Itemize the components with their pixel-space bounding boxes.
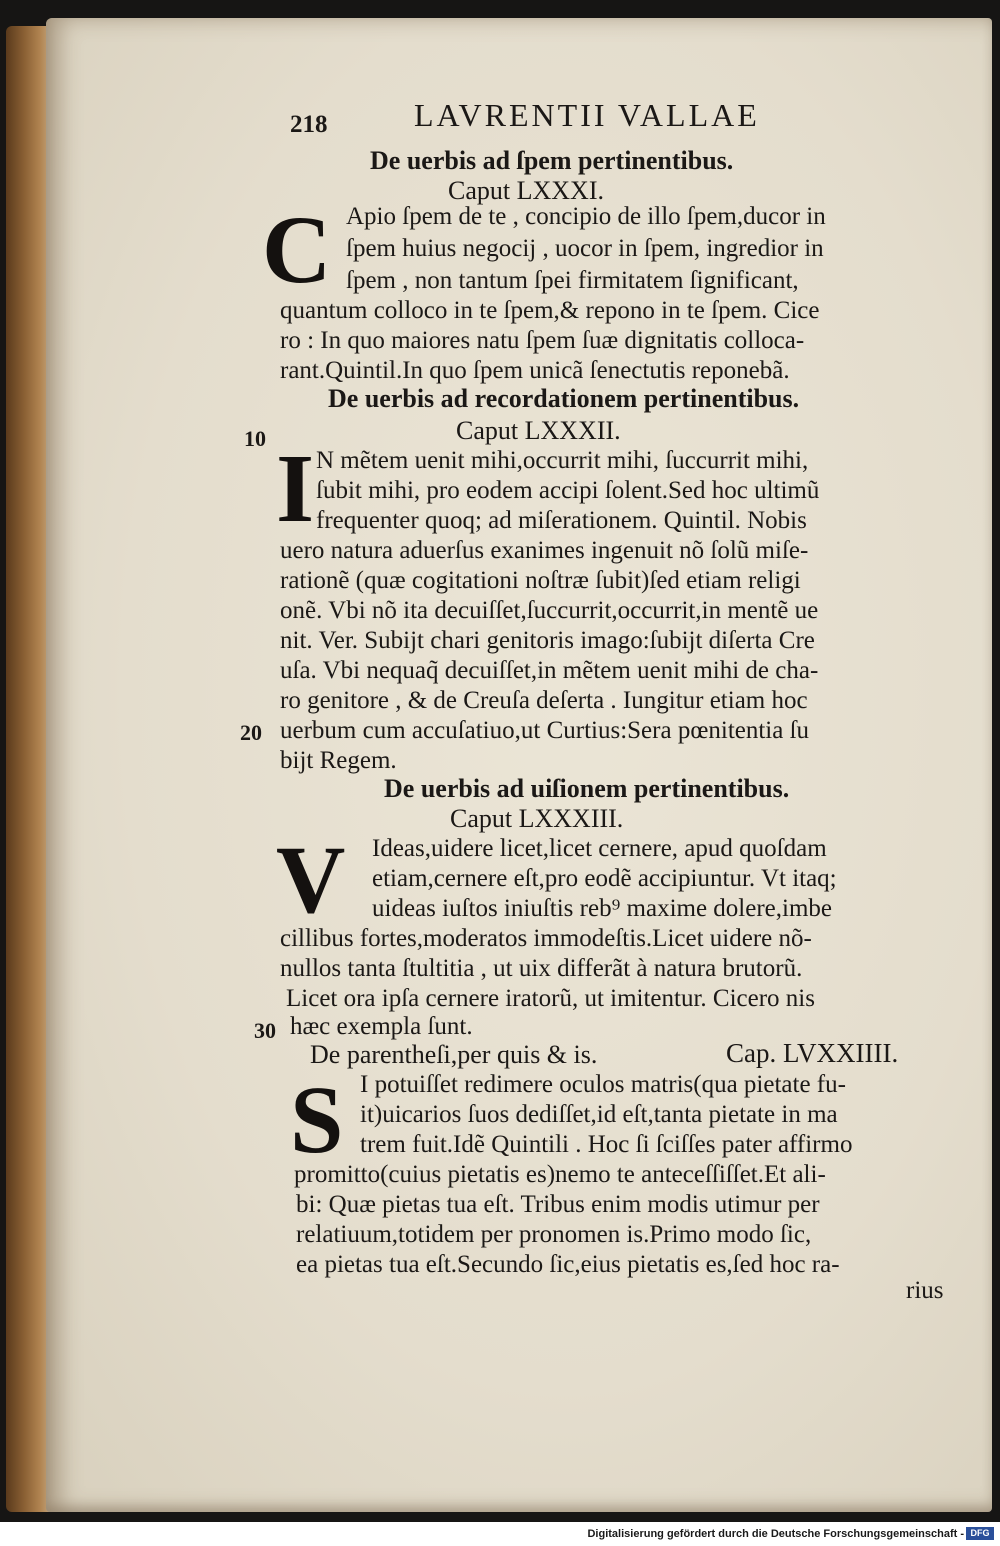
drop-cap-initial: V bbox=[276, 826, 346, 933]
chapter-number: Caput LXXXIII. bbox=[450, 804, 624, 833]
text-line: ea pietas tua eſt.Secundo ſic,eius pietatis es,ſed hoc ra- bbox=[296, 1251, 840, 1278]
text-line: promitto(cuius pietatis es)nemo te anteceſſiſſet.Et ali- bbox=[294, 1161, 826, 1188]
text-line: uſa. Vbi nequaq̃ decuiſſet,in mẽtem uenit mihi de cha- bbox=[280, 657, 819, 684]
running-title: LAVRENTII VALLAE bbox=[414, 97, 760, 133]
text-line: nit. Ver. Subijt chari genitoris imago:ſubijt diſerta Cre bbox=[280, 627, 815, 654]
text-line: etiam,cernere eſt,pro eodẽ accipiuntur. Vt itaq; bbox=[372, 865, 837, 892]
chapter-heading: De uerbis ad recordationem pertinentibus. bbox=[328, 384, 800, 413]
text-line: ſpem , non tantum ſpei firmitatem ſignificant, bbox=[346, 267, 799, 294]
text-line: frequenter quoq; ad miſerationem. Quintil. Nobis bbox=[316, 507, 807, 534]
text-line: Licet ora ipſa cernere iratorũ, ut imitentur. Cicero nis bbox=[286, 985, 815, 1012]
text-line: ſpem huius negocij , uocor in ſpem, ingredior in bbox=[346, 235, 824, 262]
text-line: hæc exempla ſunt. bbox=[290, 1013, 473, 1040]
text-line: cillibus fortes,moderatos immodeſtis.Licet uidere nõ- bbox=[280, 925, 812, 952]
text-line: bijt Regem. bbox=[280, 747, 397, 774]
text-line: uerbum cum accuſatiuo,ut Curtius:Sera pœnitentia ſu bbox=[280, 717, 810, 744]
digitization-credit: Digitalisierung gefördert durch die Deutsche Forschungsgemeinschaft - bbox=[587, 1528, 964, 1540]
chapter-number: Caput LXXXII. bbox=[456, 416, 621, 445]
drop-cap-initial: S bbox=[290, 1066, 344, 1173]
chapter-heading: De parentheſi,per quis & is. bbox=[310, 1040, 598, 1069]
dfg-logo: DFG bbox=[966, 1527, 994, 1540]
text-line: nullos tanta ſtultitia , ut uix differãt à natura brutorũ. bbox=[280, 955, 803, 982]
text-line: N mẽtem uenit mihi,occurrit mihi, ſuccurrit mihi, bbox=[316, 447, 809, 474]
text-line: ro genitore , & de Creuſa deſerta . Iungitur etiam hoc bbox=[280, 687, 808, 714]
text-line: rationẽ (quæ cogitationi noſtræ ſubit)ſed etiam religi bbox=[280, 567, 801, 594]
chapter-number: Cap. LVXXIIII. bbox=[726, 1038, 899, 1068]
margin-line-number: 20 bbox=[240, 720, 262, 745]
text-line: onẽ. Vbi nõ ita decuiſſet,ſuccurrit,occurrit,in mentẽ ue bbox=[280, 597, 819, 624]
text-line: bi: Quæ pietas tua eſt. Tribus enim modis utimur per bbox=[296, 1191, 820, 1218]
text-line: ro : In quo maiores natu ſpem ſuæ dignitatis colloca- bbox=[280, 327, 805, 354]
catchword: rius bbox=[906, 1277, 944, 1304]
text-line: Apio ſpem de te , concipio de illo ſpem,ducor in bbox=[346, 203, 826, 230]
text-line: Ideas,uidere licet,licet cernere, apud quoſdam bbox=[372, 835, 827, 862]
margin-line-number: 10 bbox=[244, 426, 266, 451]
text-line: ſubit mihi, pro eodem accipi ſolent.Sed hoc ultimũ bbox=[316, 477, 820, 504]
text-line: trem fuit.Idẽ Quintili . Hoc ſi ſciſſes pater affirmo bbox=[360, 1131, 853, 1158]
page-number: 218 bbox=[290, 111, 328, 138]
text-line: quantum colloco in te ſpem,& repono in te ſpem. Cice bbox=[280, 297, 820, 324]
chapter-heading: De uerbis ad ſpem pertinentibus. bbox=[370, 146, 734, 175]
drop-cap-initial: C bbox=[262, 196, 332, 303]
drop-cap-initial: I bbox=[276, 435, 315, 543]
text-line: rant.Quintil.In quo ſpem unicã ſenectutis reponebã. bbox=[280, 357, 790, 384]
text-line: uideas iuſtos iniuſtis reb⁹ maxime dolere,imbe bbox=[372, 895, 833, 922]
margin-line-number: 30 bbox=[254, 1018, 276, 1043]
text-line: I potuiſſet redimere oculos matris(qua pietate fu- bbox=[360, 1071, 846, 1098]
text-line: uero natura aduerſus exanimes ingenuit nõ ſolũ miſe- bbox=[280, 537, 809, 564]
chapter-heading: De uerbis ad uiſionem pertinentibus. bbox=[384, 774, 790, 803]
chapter-number: Caput LXXXI. bbox=[448, 176, 604, 205]
text-line: relatiuum,totidem per pronomen is.Primo modo ſic, bbox=[296, 1221, 812, 1248]
text-line: it)uicarios ſuos dediſſet,id eſt,tanta pietate in ma bbox=[360, 1101, 838, 1128]
